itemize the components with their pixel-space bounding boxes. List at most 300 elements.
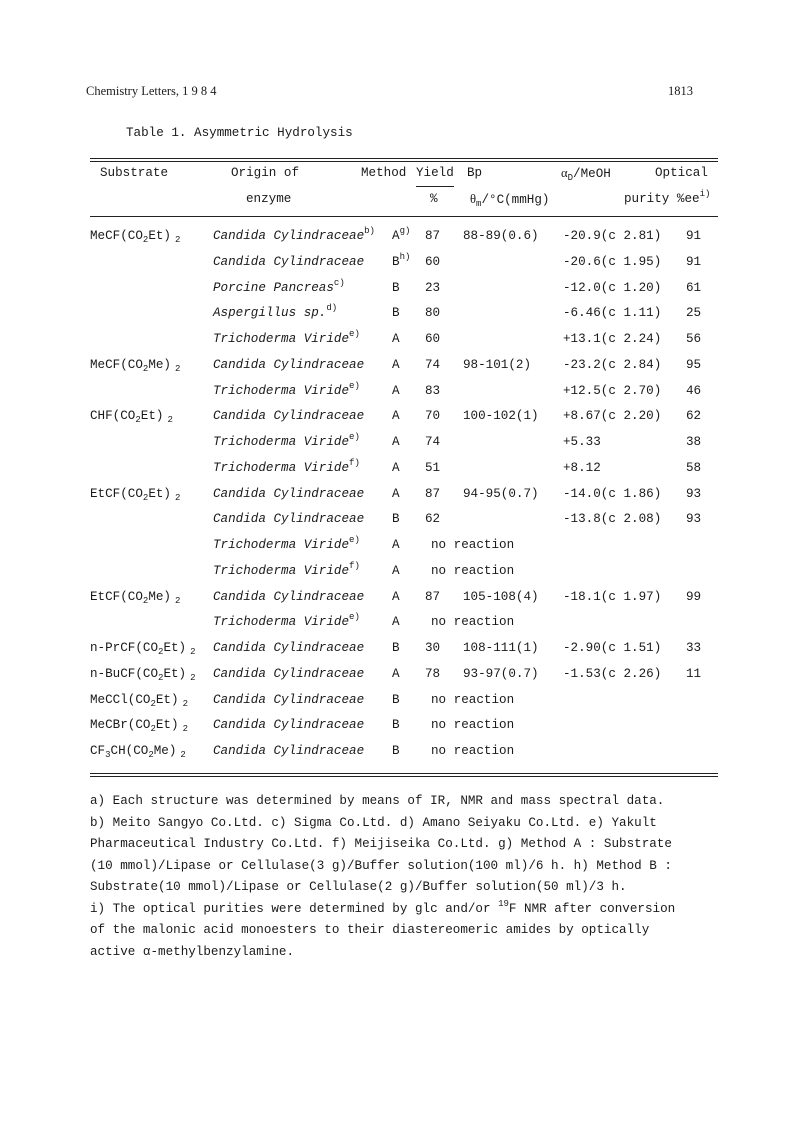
alpha-label: /MeOH	[573, 167, 611, 181]
bp-cell	[463, 409, 539, 423]
bp-cell	[463, 487, 539, 501]
enzyme-origin-text: Trichoderma Viride	[213, 461, 350, 475]
footnote-mark: e)	[349, 432, 360, 442]
substrate-cell	[90, 229, 180, 243]
substrate-text: MeCCl(CO	[90, 693, 151, 707]
rotation-cell	[563, 255, 661, 269]
enzyme-origin-cell	[213, 487, 364, 501]
footnote-line: b) Meito Sangyo Co.Ltd. c) Sigma Co.Ltd. d) Amano Seiyaku Co.Ltd. e) Yakult	[90, 815, 657, 830]
rotation-cell	[563, 281, 661, 295]
header-origin: Origin of	[231, 166, 300, 180]
enzyme-origin-cell	[213, 590, 364, 604]
method-cell	[392, 252, 411, 269]
method-cell	[392, 590, 400, 604]
method-cell	[392, 435, 400, 449]
yield-cell	[425, 255, 440, 269]
enzyme-origin-cell	[213, 612, 360, 629]
optical-purity-cell	[686, 229, 701, 243]
bp-value: 94-95(0.7)	[463, 487, 539, 501]
method-cell	[392, 718, 400, 732]
rotation-value: -13.8(c 2.08)	[563, 512, 662, 526]
bp-value: 105-108(4)	[463, 590, 539, 604]
optical-purity-value: 38	[686, 435, 702, 449]
substrate-text: EtCF(CO	[90, 487, 143, 501]
enzyme-origin-cell	[213, 432, 360, 449]
enzyme-origin-text: Trichoderma Viride	[213, 564, 350, 578]
substrate-text: MeCF(CO	[90, 229, 143, 243]
rotation-value: -1.53(c 2.26)	[563, 667, 662, 681]
method-cell	[392, 615, 400, 629]
substrate-subscript: 2	[142, 596, 149, 606]
footnote-line	[90, 899, 675, 921]
method-text: A	[392, 538, 400, 552]
optical-purity-cell	[686, 409, 701, 423]
yield-value: 87	[425, 487, 441, 501]
optical-purity-cell	[686, 358, 701, 372]
yield-value: 74	[425, 358, 441, 372]
yield-cell	[425, 332, 440, 346]
substrate-subscript: 2	[175, 493, 181, 503]
no-reaction-note	[431, 538, 514, 552]
optical-purity-value: 91	[686, 229, 702, 243]
rotation-value: +12.5(c 2.70)	[563, 384, 662, 398]
yield-cell	[425, 461, 440, 475]
footnote-mark: e)	[349, 381, 360, 391]
note-text: no reaction	[431, 744, 515, 758]
substrate-cell	[90, 718, 188, 732]
rotation-value: -23.2(c 2.84)	[563, 358, 662, 372]
substrate-text: CF	[90, 744, 106, 758]
method-cell	[392, 744, 400, 758]
substrate-subscript: 2	[158, 647, 164, 657]
method-text: B	[392, 693, 400, 707]
method-text: A	[392, 358, 400, 372]
yield-value: 74	[425, 435, 441, 449]
substrate-text: Et)	[163, 667, 187, 681]
substrate-subscript: 3	[105, 750, 111, 760]
rotation-cell	[563, 487, 661, 501]
substrate-subscript: 2	[158, 673, 164, 683]
substrate-cell	[90, 409, 173, 423]
alpha-symbol: α	[561, 166, 568, 180]
optical-purity-value: 11	[686, 667, 702, 681]
substrate-subscript: 2	[167, 415, 173, 425]
substrate-subscript: 2	[150, 699, 156, 709]
bp-cell	[463, 667, 539, 681]
rotation-value: -12.0(c 1.20)	[563, 281, 662, 295]
no-reaction-note	[431, 693, 514, 707]
enzyme-origin-cell	[213, 641, 364, 655]
substrate-subscript: 2	[190, 673, 196, 683]
enzyme-origin-cell	[213, 303, 338, 320]
yield-value: 80	[425, 306, 441, 320]
enzyme-origin-text: Candida Cylindraceae	[213, 641, 365, 655]
yield-cell	[425, 306, 440, 320]
enzyme-origin-cell	[213, 381, 360, 398]
method-text: A	[392, 667, 400, 681]
optical-purity-value: 58	[686, 461, 702, 475]
optical-purity-cell	[686, 435, 701, 449]
method-text: A	[392, 229, 400, 243]
substrate-subscript: 2	[142, 364, 149, 374]
method-cell	[392, 281, 400, 295]
rotation-value: +8.12	[563, 461, 601, 475]
rotation-cell	[563, 590, 661, 604]
yield-cell	[425, 667, 440, 681]
method-text: B	[392, 306, 400, 320]
optical-purity-value: 25	[686, 306, 702, 320]
method-cell	[392, 306, 400, 320]
method-cell	[392, 409, 400, 423]
enzyme-origin-cell	[213, 744, 364, 758]
yield-value: 62	[425, 512, 441, 526]
method-text: A	[392, 615, 400, 629]
purity-footnote-mark: i)	[699, 189, 711, 199]
no-reaction-note	[431, 564, 514, 578]
enzyme-origin-text: Candida Cylindraceae	[213, 487, 365, 501]
enzyme-origin-text: Trichoderma Viride	[213, 332, 350, 346]
yield-value: 83	[425, 384, 441, 398]
enzyme-origin-cell	[213, 358, 364, 372]
enzyme-origin-cell	[213, 226, 375, 243]
method-text: A	[392, 564, 400, 578]
substrate-text: MeCF(CO	[90, 358, 143, 372]
page-number: 1813	[668, 84, 693, 98]
yield-value: 78	[425, 667, 441, 681]
enzyme-origin-cell	[213, 458, 360, 475]
footnote-mark: e)	[349, 612, 360, 622]
rotation-cell	[563, 229, 661, 243]
optical-purity-value: 61	[686, 281, 702, 295]
footnote-line: a) Each structure was determined by means of IR, NMR and mass spectral data.	[90, 794, 665, 808]
optical-purity-value: 91	[686, 255, 702, 269]
method-cell	[392, 461, 400, 475]
footnote-mark: d)	[326, 303, 338, 313]
optical-purity-cell	[686, 281, 701, 295]
substrate-subscript: 2	[175, 364, 181, 374]
enzyme-origin-text: Aspergillus sp.	[213, 306, 327, 320]
footnote-mark: b)	[364, 226, 375, 236]
substrate-text: n-PrCF(CO	[90, 641, 159, 655]
optical-purity-cell	[686, 590, 701, 604]
substrate-cell	[90, 590, 180, 604]
substrate-cell	[90, 667, 196, 681]
note-text: no reaction	[431, 693, 515, 707]
footnote-line: active α-methylbenzylamine.	[90, 944, 295, 959]
enzyme-origin-text: Candida Cylindraceae	[213, 718, 365, 732]
footnote-mark: g)	[399, 226, 411, 236]
optical-purity-value: 93	[686, 512, 702, 526]
substrate-text: Et)	[148, 487, 171, 501]
method-cell	[392, 667, 400, 681]
method-cell	[392, 332, 400, 346]
optical-purity-cell	[686, 332, 701, 346]
substrate-text: CHF(CO	[90, 409, 136, 423]
substrate-text: n-BuCF(CO	[90, 667, 159, 681]
yield-value: 87	[425, 229, 441, 243]
optical-purity-cell	[686, 512, 701, 526]
substrate-subscript: 2	[182, 699, 188, 709]
rotation-cell	[563, 435, 601, 449]
rotation-value: -20.9(c 2.81)	[563, 229, 662, 243]
bp-unit-label: /°C(mmHg)	[481, 193, 550, 207]
no-reaction-note	[431, 718, 514, 732]
substrate-text: MeCBr(CO	[90, 718, 151, 732]
optical-purity-value: 33	[686, 641, 702, 655]
enzyme-origin-text: Candida Cylindraceae	[213, 590, 365, 604]
method-text: A	[392, 461, 400, 475]
enzyme-origin-text: Candida Cylindraceae	[213, 693, 365, 707]
yield-cell	[425, 487, 440, 501]
enzyme-origin-cell	[213, 409, 364, 423]
substrate-subscript: 2	[148, 750, 154, 760]
substrate-subscript: 2	[175, 596, 181, 606]
method-cell	[392, 564, 400, 578]
substrate-cell	[90, 641, 196, 655]
rotation-value: -6.46(c 1.11)	[563, 306, 662, 320]
enzyme-origin-cell	[213, 561, 360, 578]
footnote-line: Pharmaceutical Industry Co.Ltd. f) Meijiseika Co.Ltd. g) Method A : Substrate	[90, 837, 672, 851]
rotation-cell	[563, 306, 661, 320]
footnote-mark: f)	[349, 561, 360, 571]
isotope-superscript: 19	[498, 898, 509, 909]
optical-purity-cell	[686, 667, 701, 681]
enzyme-origin-cell	[213, 693, 364, 707]
footnote-mark: e)	[349, 329, 360, 339]
substrate-cell	[90, 693, 188, 707]
yield-value: 60	[425, 255, 441, 269]
method-text: B	[392, 641, 400, 655]
table-bottom-rule-2	[90, 776, 718, 777]
yield-value: 70	[425, 409, 441, 423]
enzyme-origin-cell	[213, 535, 360, 552]
substrate-cell	[90, 487, 180, 501]
yield-value: 30	[425, 641, 441, 655]
yield-cell	[425, 409, 440, 423]
method-cell	[392, 226, 411, 243]
substrate-text: Me)	[148, 590, 171, 604]
rotation-cell	[563, 332, 661, 346]
optical-purity-value: 62	[686, 409, 702, 423]
header-bp-unit	[470, 192, 549, 207]
rotation-cell	[563, 461, 601, 475]
method-text: A	[392, 332, 400, 346]
substrate-subscript: 2	[190, 647, 196, 657]
yield-value: 23	[425, 281, 441, 295]
enzyme-origin-text: Candida Cylindraceae	[213, 667, 365, 681]
enzyme-origin-text: Porcine Pancreas	[213, 281, 334, 295]
table-top-rule	[90, 158, 718, 159]
yield-cell	[425, 590, 440, 604]
rotation-value: -20.6(c 1.95)	[563, 255, 662, 269]
substrate-subscript: 2	[135, 415, 141, 425]
substrate-subscript: 2	[182, 724, 188, 734]
yield-cell	[425, 384, 440, 398]
header-enzyme: enzyme	[246, 192, 292, 206]
yield-value: 51	[425, 461, 441, 475]
substrate-text: Et)	[148, 229, 171, 243]
bp-cell	[463, 358, 531, 372]
header-bp: Bp	[467, 166, 483, 180]
enzyme-origin-cell	[213, 667, 364, 681]
footnote-mark: h)	[399, 252, 411, 262]
substrate-text: Et)	[155, 718, 179, 732]
enzyme-origin-text: Trichoderma Viride	[213, 384, 350, 398]
optical-purity-value: 99	[686, 590, 702, 604]
bp-cell	[463, 229, 539, 243]
enzyme-origin-cell	[213, 278, 345, 295]
optical-purity-value: 93	[686, 487, 702, 501]
footnote-mark: c)	[333, 278, 345, 288]
rotation-value: -2.90(c 1.51)	[563, 641, 662, 655]
footnote-mark: f)	[349, 458, 360, 468]
rotation-cell	[563, 358, 661, 372]
method-text: B	[392, 744, 400, 758]
enzyme-origin-text: Trichoderma Viride	[213, 615, 350, 629]
bp-value: 100-102(1)	[463, 409, 539, 423]
footnote-line: (10 mmol)/Lipase or Cellulase(3 g)/Buffer solution(100 ml)/6 h. h) Method B :	[90, 858, 672, 873]
footnote-mark: e)	[349, 535, 360, 545]
rotation-value: -14.0(c 1.86)	[563, 487, 662, 501]
footnote-text: i) The optical purities were determined by glc and/or	[90, 901, 499, 916]
yield-cell	[425, 229, 440, 243]
substrate-text: Et)	[155, 693, 179, 707]
bp-value: 93-97(0.7)	[463, 667, 539, 681]
method-text: A	[392, 590, 400, 604]
note-text: no reaction	[431, 564, 515, 578]
method-cell	[392, 641, 400, 655]
substrate-subscript: 2	[142, 493, 149, 503]
optical-purity-cell	[686, 487, 701, 501]
optical-purity-cell	[686, 255, 701, 269]
enzyme-origin-text: Candida Cylindraceae	[213, 512, 365, 526]
yield-cell	[425, 281, 440, 295]
rotation-value: +8.67(c 2.20)	[563, 409, 662, 423]
no-reaction-note	[431, 744, 514, 758]
footnotes	[90, 791, 675, 963]
method-text: B	[392, 512, 400, 526]
yield-header-underline	[416, 186, 454, 187]
enzyme-origin-text: Trichoderma Viride	[213, 538, 350, 552]
optical-purity-value: 46	[686, 384, 702, 398]
substrate-cell	[90, 358, 180, 372]
header-bottom-rule	[90, 216, 718, 217]
enzyme-origin-cell	[213, 329, 360, 346]
yield-cell	[425, 435, 440, 449]
optical-purity-value: 56	[686, 332, 702, 346]
method-text: A	[392, 384, 400, 398]
rotation-cell	[563, 409, 661, 423]
header-substrate: Substrate	[100, 166, 169, 180]
yield-value: 60	[425, 332, 441, 346]
header-yield-unit: %	[430, 192, 438, 206]
rotation-value: +13.1(c 2.24)	[563, 332, 662, 346]
enzyme-origin-text: Candida Cylindraceae	[213, 358, 365, 372]
method-cell	[392, 693, 400, 707]
optical-purity-cell	[686, 306, 701, 320]
rotation-cell	[563, 384, 661, 398]
substrate-text: Et)	[163, 641, 187, 655]
bp-value: 98-101(2)	[463, 358, 532, 372]
rotation-cell	[563, 512, 661, 526]
theta-subscript: m	[476, 199, 482, 209]
method-text: A	[392, 409, 400, 423]
footnote-text: F NMR after conversion	[508, 901, 676, 916]
method-cell	[392, 512, 400, 526]
method-cell	[392, 538, 400, 552]
substrate-text: EtCF(CO	[90, 590, 143, 604]
method-text: B	[392, 718, 400, 732]
rotation-cell	[563, 667, 661, 681]
method-cell	[392, 487, 400, 501]
note-text: no reaction	[431, 538, 515, 552]
optical-purity-value: 95	[686, 358, 702, 372]
method-cell	[392, 384, 400, 398]
rotation-value: -18.1(c 1.97)	[563, 590, 662, 604]
substrate-text: Me)	[153, 744, 177, 758]
enzyme-origin-text: Candida Cylindraceae	[213, 409, 365, 423]
bp-cell	[463, 641, 539, 655]
yield-cell	[425, 358, 440, 372]
substrate-text: Me)	[148, 358, 171, 372]
optical-purity-cell	[686, 641, 701, 655]
method-text: A	[392, 487, 400, 501]
note-text: no reaction	[431, 718, 515, 732]
optical-purity-cell	[686, 461, 701, 475]
enzyme-origin-cell	[213, 255, 364, 269]
rotation-cell	[563, 641, 661, 655]
journal-header: Chemistry Letters, 1 9 8 4	[86, 84, 217, 98]
enzyme-origin-text: Candida Cylindraceae	[213, 744, 365, 758]
yield-cell	[425, 641, 440, 655]
purity-label: purity %ee	[624, 192, 700, 206]
yield-value: 87	[425, 590, 441, 604]
header-optical: Optical	[655, 166, 708, 180]
enzyme-origin-cell	[213, 718, 364, 732]
footnote-line: Substrate(10 mmol)/Lipase or Cellulase(2 g)/Buffer solution(50 ml)/3 h.	[90, 880, 627, 894]
header-alpha	[561, 166, 611, 181]
method-cell	[392, 358, 400, 372]
substrate-subscript: 2	[180, 750, 186, 760]
bp-cell	[463, 590, 539, 604]
optical-purity-cell	[686, 384, 701, 398]
no-reaction-note	[431, 615, 514, 629]
header-purity	[624, 189, 711, 206]
alpha-subscript: D	[567, 173, 574, 183]
rotation-value: +5.33	[563, 435, 601, 449]
bp-value: 88-89(0.6)	[463, 229, 539, 243]
footnote-line: of the malonic acid monoesters to their diastereomeric amides by optically	[90, 923, 650, 937]
substrate-subscript: 2	[150, 724, 156, 734]
substrate-cell	[90, 744, 186, 758]
method-text: A	[392, 435, 400, 449]
method-text: B	[392, 255, 400, 269]
yield-cell	[425, 512, 440, 526]
substrate-text: CH(CO	[110, 744, 149, 758]
enzyme-origin-text: Candida Cylindraceae	[213, 255, 365, 269]
note-text: no reaction	[431, 615, 515, 629]
header-yield: Yield	[416, 166, 454, 180]
table-caption: Table 1. Asymmetric Hydrolysis	[126, 126, 353, 140]
enzyme-origin-cell	[213, 512, 364, 526]
table-bottom-rule	[90, 773, 718, 774]
substrate-subscript: 2	[175, 235, 181, 245]
substrate-subscript: 2	[142, 235, 149, 245]
method-text: B	[392, 281, 400, 295]
table-top-rule-2	[90, 161, 718, 162]
substrate-text: Et)	[140, 409, 164, 423]
enzyme-origin-text: Trichoderma Viride	[213, 435, 350, 449]
